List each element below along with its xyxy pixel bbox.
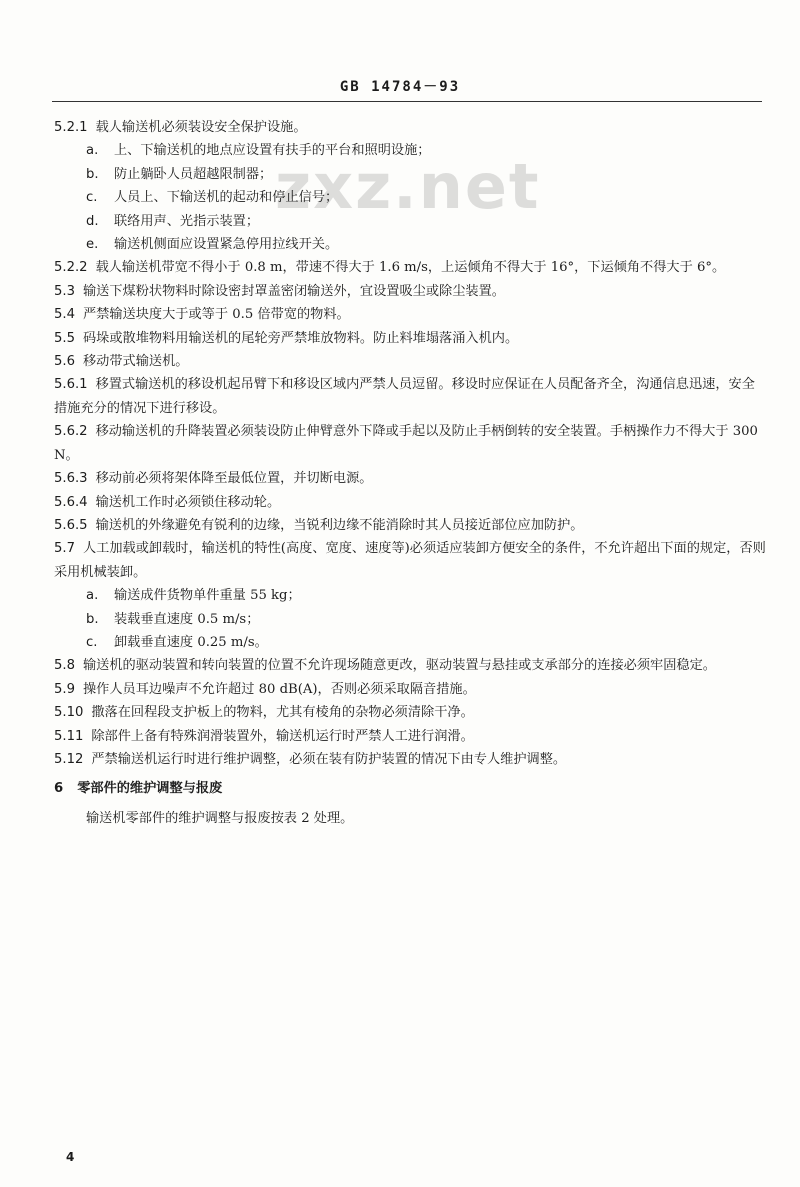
list-item-label: c. [86, 190, 98, 206]
clause-paragraph [54, 420, 766, 467]
clause-text: 移动前必须将架体降至最低位置，并切断电源。 [95, 471, 373, 487]
clause-text: 上、下输送机的地点应设置有扶手的平台和照明设施； [114, 143, 431, 159]
clause-number: 5.6.2 [54, 424, 88, 440]
clause-paragraph [54, 373, 766, 420]
section-title: 零部件的维护调整与报废 [77, 781, 223, 797]
clause-text: 人工加载或卸载时，输送机的特性(高度、宽度、速度等)必须适应装卸方便安全的条件，不允许超出下面的规定，否则采用机械装卸。 [54, 541, 766, 580]
list-item-label: e. [86, 237, 99, 253]
clause-number: 5.6.4 [54, 494, 88, 510]
clause-text: 除部件上备有特殊润滑装置外，输送机运行时严禁人工进行润滑。 [91, 728, 474, 744]
clause-number: 5.10 [54, 705, 84, 721]
clause-number: 5.4 [54, 307, 75, 323]
clause-text: 移动带式输送机。 [82, 354, 189, 370]
header-rule [52, 101, 762, 102]
clause-text: 码垛或散堆物料用输送机的尾轮旁严禁堆放物料。防止料堆塌落涌入机内。 [82, 330, 519, 346]
clause-paragraph [54, 678, 766, 701]
clause-paragraph [54, 537, 766, 584]
clause-paragraph [54, 654, 766, 677]
clause-number: 5.12 [54, 751, 84, 767]
clause-number: 5.11 [54, 728, 84, 744]
clause-number: 5.6.1 [54, 377, 88, 393]
clause-text: 装载垂直速度 0.5 m/s； [114, 611, 260, 627]
clause-number: 5.3 [54, 283, 75, 299]
list-item-label: d. [86, 213, 99, 229]
clause-number: 5.6 [54, 354, 75, 370]
section-heading [54, 777, 766, 800]
clause-paragraph [54, 256, 766, 279]
standard-code-header: GB 14784－93 [339, 79, 461, 95]
clause-text: 防止躺卧人员超越限制器； [114, 166, 273, 182]
clause-text: 联络用声、光指示装置； [114, 213, 260, 229]
clause-paragraph [54, 701, 766, 724]
page-number: 4 [66, 1150, 75, 1164]
clause-number: 5.2.1 [54, 120, 88, 135]
clause-text: 输送机的驱动装置和转向装置的位置不允许现场随意更改，驱动装置与悬挂或支承部分的连接必须牢固稳定。 [82, 658, 716, 674]
clause-text: 撒落在回程段支护板上的物料，尤其有棱角的杂物必须清除干净。 [91, 705, 474, 721]
clause-paragraph [54, 280, 766, 303]
clause-text: 输送下煤粉状物料时除设密封罩盖密闭输送外，宜设置吸尘或除尘装置。 [82, 283, 505, 299]
list-item-label: a. [86, 143, 99, 159]
clause-text: 载人输送机带宽不得小于 0.8 m，带速不得大于 1.6 m/s，上运倾角不得大于 16°，下运倾角不得大于 6°。 [95, 260, 726, 276]
clause-text: 输送机工作时必须锁住移动轮。 [95, 494, 281, 510]
clause-paragraph [54, 467, 766, 490]
clause-number: 5.2.2 [54, 260, 88, 276]
list-item [54, 584, 766, 607]
clause-text: 载人输送机必须装设安全保护设施。 [95, 120, 307, 135]
list-item [54, 608, 766, 631]
clause-number: 5.8 [54, 658, 75, 674]
clause-paragraph [54, 748, 766, 771]
list-item [54, 210, 766, 233]
watermark: zxz.net [275, 150, 541, 223]
list-item-label: a. [86, 588, 99, 604]
clause-paragraph [54, 303, 766, 326]
clause-number: 5.9 [54, 681, 75, 697]
clause-text: 严禁输送块度大于或等于 0.5 倍带宽的物料。 [82, 307, 350, 323]
list-item [54, 233, 766, 256]
list-item [54, 631, 766, 654]
clause-number: 5.5 [54, 330, 75, 346]
list-item [54, 186, 766, 209]
clause-text: 输送机侧面应设置紧急停用拉线开关。 [114, 237, 339, 253]
clause-paragraph [54, 116, 766, 139]
clause-text: 输送机的外缘避免有锐利的边缘，当锐利边缘不能消除时其人员接近部位应加防护。 [95, 517, 584, 533]
section-body: 输送机零部件的维护调整与报废按表 2 处理。 [86, 810, 354, 826]
clause-text: 输送成件货物单件重量 55 kg； [114, 588, 301, 604]
section-number: 6 [54, 781, 64, 797]
document-body [54, 116, 766, 830]
clause-text: 移动输送机的升降装置必须装设防止伸臂意外下降或手起以及防止手柄倒转的安全装置。手柄操作力不得大于 300 N。 [54, 424, 758, 463]
clause-paragraph [54, 350, 766, 373]
clause-number: 5.7 [54, 541, 75, 557]
list-item-label: c. [86, 634, 98, 650]
clause-number: 5.6.5 [54, 517, 88, 533]
list-item [54, 139, 766, 162]
clause-paragraph [54, 491, 766, 514]
clause-text: 移置式输送机的移设机起吊臂下和移设区域内严禁人员逗留。移设时应保证在人员配备齐全，沟通信息迅速，安全措施充分的情况下进行移设。 [54, 377, 755, 416]
list-item-label: b. [86, 611, 99, 627]
clause-text: 严禁输送机运行时进行维护调整，必须在装有防护装置的情况下由专人维护调整。 [91, 751, 567, 767]
list-item-label: b. [86, 166, 99, 182]
clause-paragraph [54, 725, 766, 748]
clause-text: 人员上、下输送机的起动和停止信号； [114, 190, 339, 206]
list-item [54, 163, 766, 186]
clause-paragraph [54, 327, 766, 350]
clause-text: 卸载垂直速度 0.25 m/s。 [114, 634, 268, 650]
clause-text: 操作人员耳边噪声不允许超过 80 dB(A)，否则必须采取隔音措施。 [82, 681, 476, 697]
clause-number: 5.6.3 [54, 471, 88, 487]
clause-paragraph [54, 514, 766, 537]
